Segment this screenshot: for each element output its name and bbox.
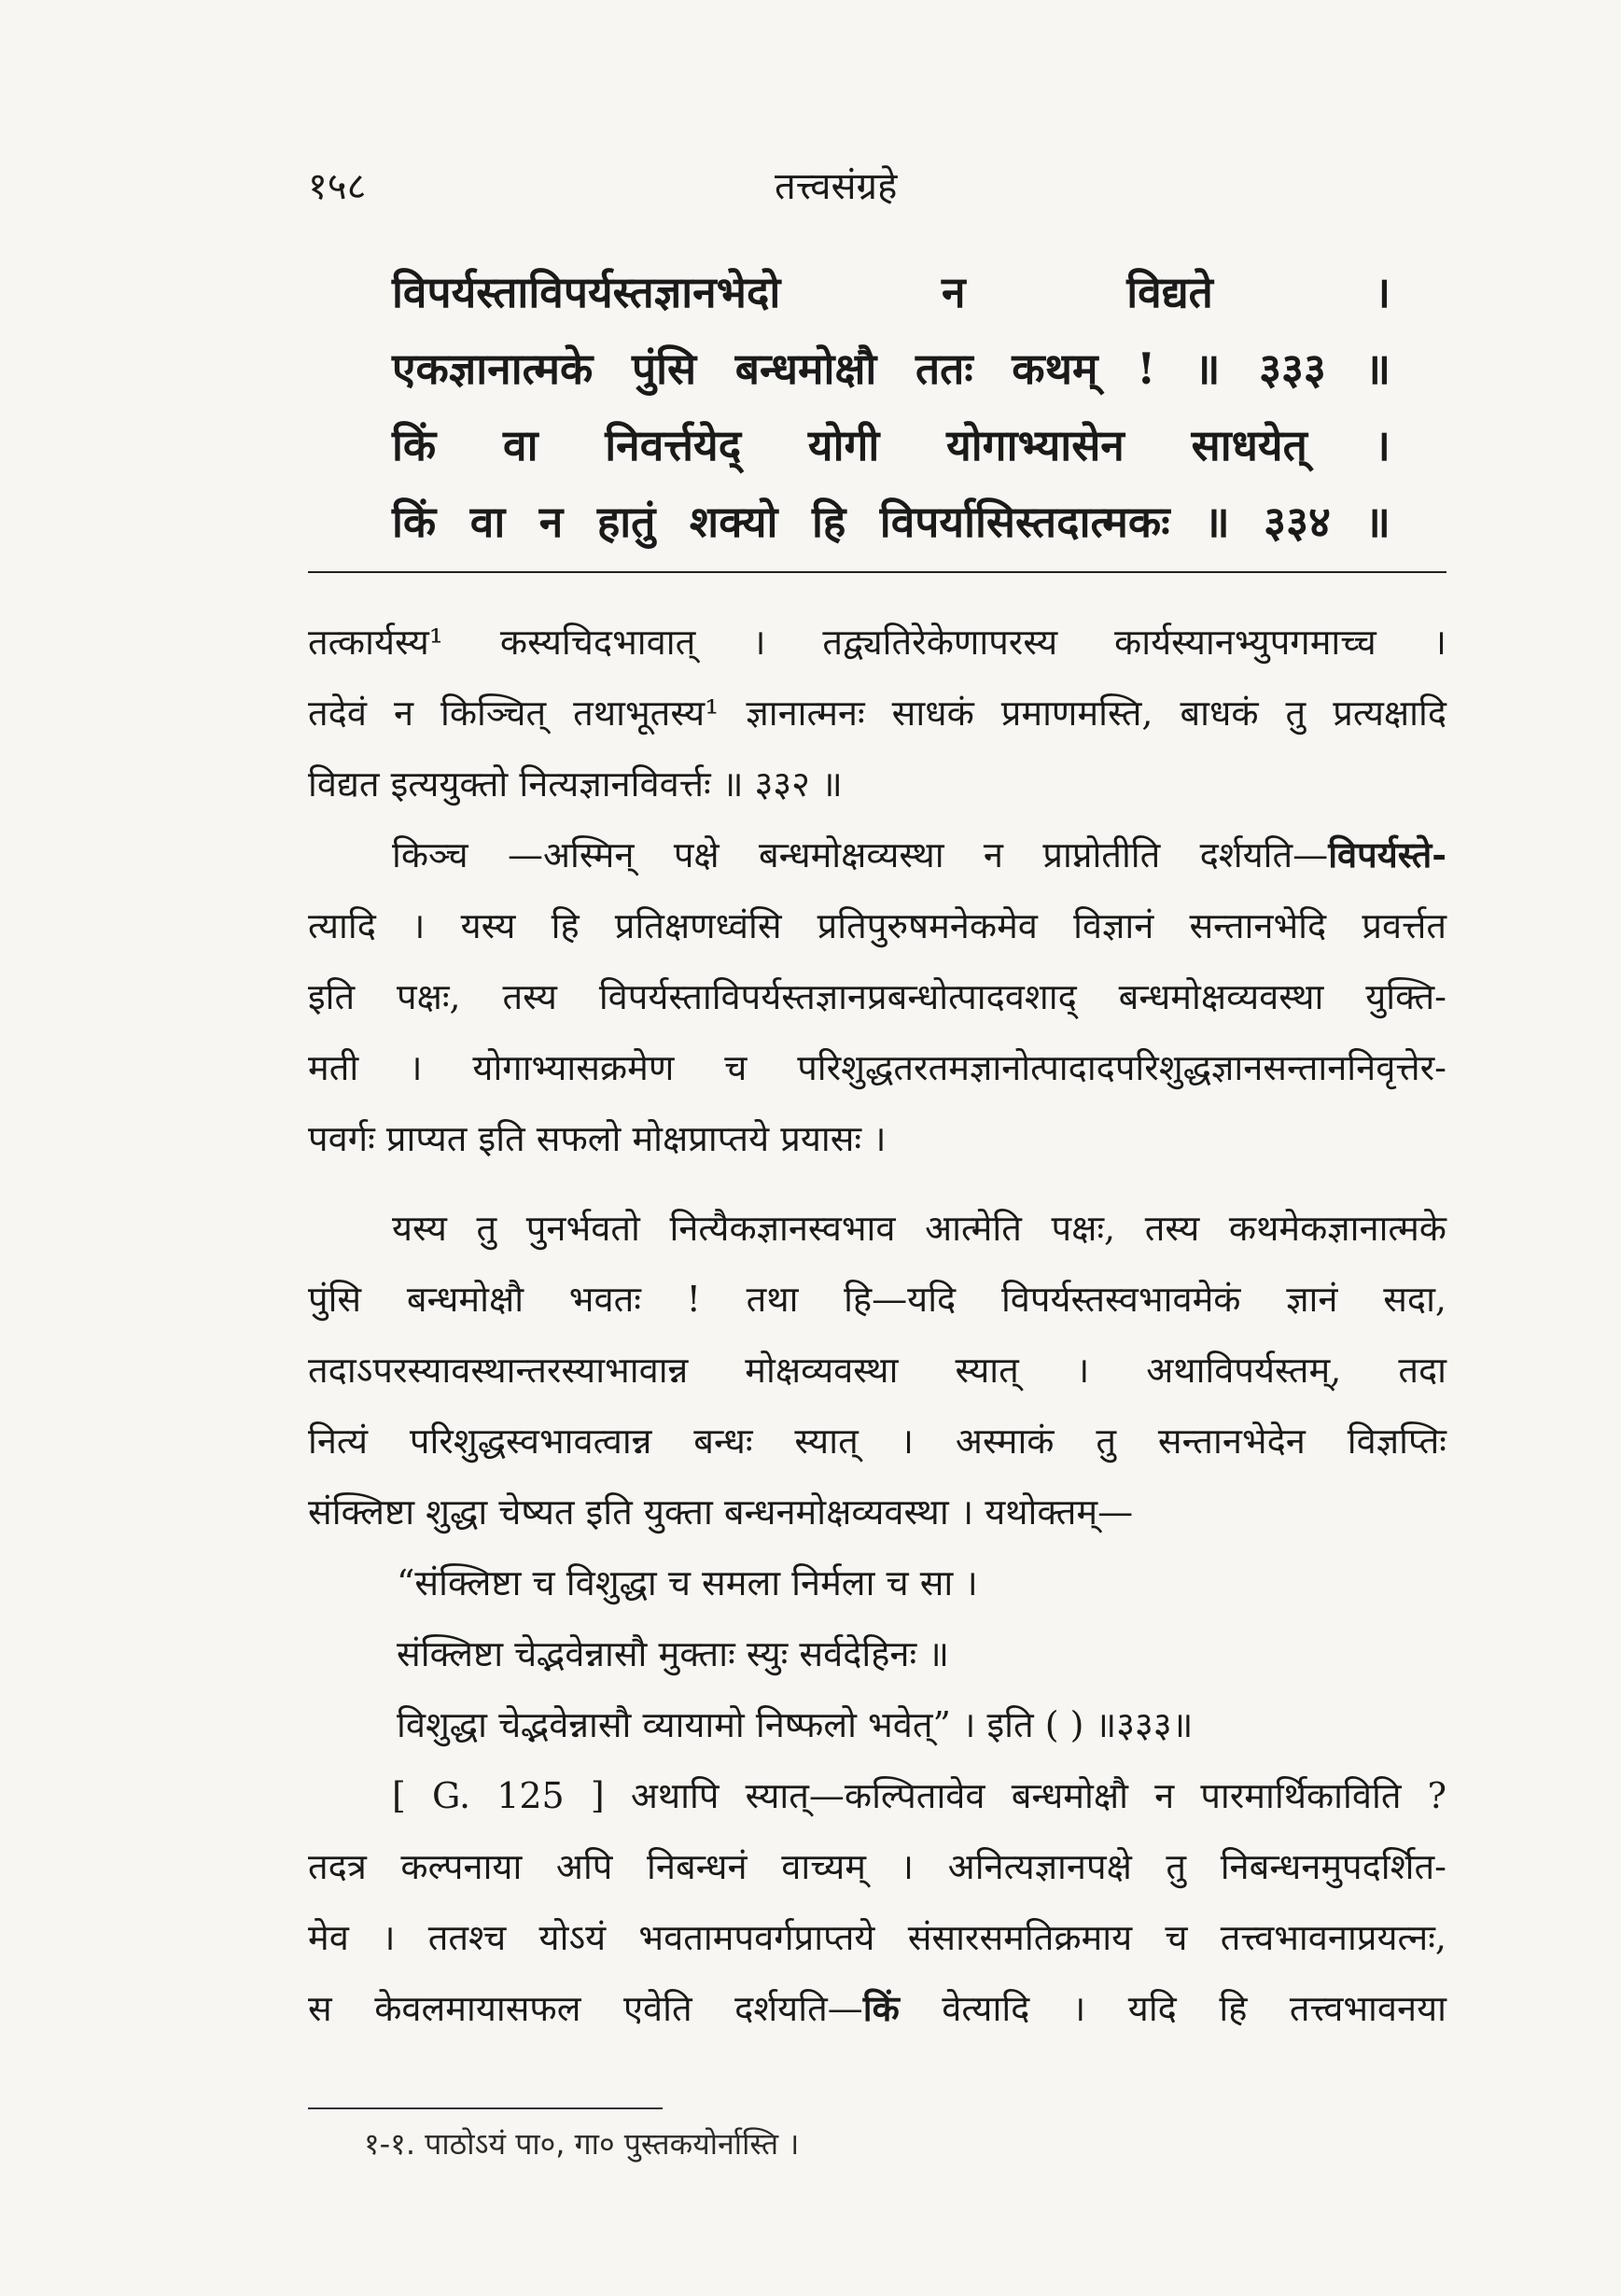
page-reference: [ G. 125 ]	[392, 1775, 605, 1816]
page-header	[308, 159, 1437, 224]
commentary	[308, 607, 1446, 2044]
commentary-paragraph	[308, 1193, 1446, 1547]
commentary-paragraph	[308, 819, 1446, 1174]
paragraph-gap	[308, 1174, 1446, 1193]
commentary-paragraph	[308, 1760, 1446, 2044]
verse-line: विपर्यस्ताविपर्यस्तज्ञानभेदो न विद्यते ।	[392, 267, 1390, 317]
quote-line: संक्लिष्टा चेद्भवेन्नासौ मुक्ताः स्युः सर्वदेहिनः ॥	[397, 1633, 950, 1674]
text-line: तत्कार्यस्य¹ कस्यचिदभावात् । तद्व्यतिरेकेणापरस्य कार्यस्यानभ्युपगमाच्च ।	[308, 622, 1446, 663]
verse-line: एकज्ञानात्मके पुंसि बन्धमोक्षौ ततः कथम् ! ॥ ३३३ ॥	[392, 343, 1390, 394]
quote-line: “संक्लिष्टा च विशुद्धा च समला निर्मला च सा ।	[397, 1562, 978, 1603]
text-span: अथापि स्यात्—कल्पितावेव बन्धमोक्षौ न पारमार्थिकाविति ?	[630, 1775, 1446, 1816]
quote-line: विशुद्धा चेद्भवेन्नासौ व्यायामो निष्फलो भवेत्” । इति ( ) ॥३३३॥	[397, 1704, 1194, 1745]
bold-keyword: किं	[862, 1987, 900, 2029]
text-line: तदेवं न किञ्चित् तथाभूतस्य¹ ज्ञानात्मनः साधकं प्रमाणमस्ति, बाधकं तु प्रत्यक्षादि	[308, 693, 1446, 734]
verse-divider	[308, 571, 1446, 573]
text-line: पवर्गः प्राप्यत इति सफलो मोक्षप्राप्तये प्रयासः ।	[308, 1118, 887, 1159]
text-span: किञ्च —अस्मिन् पक्षे बन्धमोक्षव्यस्था न प्राप्नोतीति दर्शयति—	[392, 834, 1329, 875]
text-span: वेत्यादि । यदि हि तत्त्वभावनया	[899, 1988, 1447, 2029]
text-line: पुंसि बन्धमोक्षौ भवतः ! तथा हि—यदि विपर्यस्तस्वभावमेकं ज्ञानं सदा,	[308, 1279, 1446, 1320]
text-line: मती । योगाभ्यासक्रमेण च परिशुद्धतरतमज्ञानोत्पादादपरिशुद्धज्ञानसन्ताननिवृत्तेर-	[308, 1047, 1446, 1088]
text-line: त्यादि । यस्य हि प्रतिक्षणध्वंसि प्रतिपुरुषमनेकमेव विज्ञानं सन्तानभेदि प्रवर्त्तत	[308, 905, 1446, 946]
running-title: तत्त्वसंग्रहे	[775, 165, 898, 208]
text-span: स केवलमायासफल एवेति दर्शयति—	[308, 1988, 863, 2029]
text-line: इति पक्षः, तस्य विपर्यस्ताविपर्यस्तज्ञानप्रबन्धोत्पादवशाद् बन्धमोक्षव्यवस्था युक्ति-	[308, 976, 1446, 1017]
page-number: १५८	[308, 165, 367, 208]
bold-keyword: विपर्यस्ते-	[1328, 833, 1446, 875]
text-line: तदाऽपरस्यावस्थान्तरस्याभावान्न मोक्षव्यवस्था स्यात् । अथाविपर्यस्तम्, तदा	[308, 1350, 1446, 1391]
quoted-verse	[308, 1547, 1446, 1760]
text-line: विद्यत इत्ययुक्तो नित्यज्ञानविवर्त्तः ॥ ३३२ ॥	[308, 763, 843, 805]
verse-line: किं वा निवर्त्तयेद् योगी योगाभ्यासेन साधयेत् ।	[392, 420, 1390, 470]
footnote: १-१. पाठोऽयं पा०, गा० पुस्तकयोर्नास्ति ।	[364, 2126, 800, 2162]
text-line: तदत्र कल्पनाया अपि निबन्धनं वाच्यम् । अनित्यज्ञानपक्षे तु निबन्धनमुपदर्शित-	[308, 1846, 1446, 1887]
text-line	[308, 1973, 1446, 2044]
footnote-divider	[308, 2107, 663, 2109]
text-line: यस्य तु पुनर्भवतो नित्यैकज्ञानस्वभाव आत्मेति पक्षः, तस्य कथमेकज्ञानात्मके	[392, 1208, 1446, 1249]
verse-block	[392, 254, 1390, 560]
text-line	[308, 1760, 1446, 1831]
text-line: नित्यं परिशुद्धस्वभावत्वान्न बन्धः स्यात् । अस्माकं तु सन्तानभेदेन विज्ञप्तिः	[308, 1421, 1446, 1462]
verse-line: किं वा न हातुं शक्यो हि विपर्यासिस्तदात्मकः ॥ ३३४ ॥	[392, 497, 1390, 547]
text-line: मेव । ततश्च योऽयं भवतामपवर्गप्राप्तये संसारसमतिक्रमाय च तत्त्वभावनाप्रयत्नः,	[308, 1917, 1446, 1958]
text-line: संक्लिष्टा शुद्धा चेष्यत इति युक्ता बन्धनमोक्षव्यवस्था । यथोक्तम्—	[308, 1491, 1134, 1533]
commentary-paragraph	[308, 607, 1446, 819]
text-line	[308, 819, 1446, 890]
